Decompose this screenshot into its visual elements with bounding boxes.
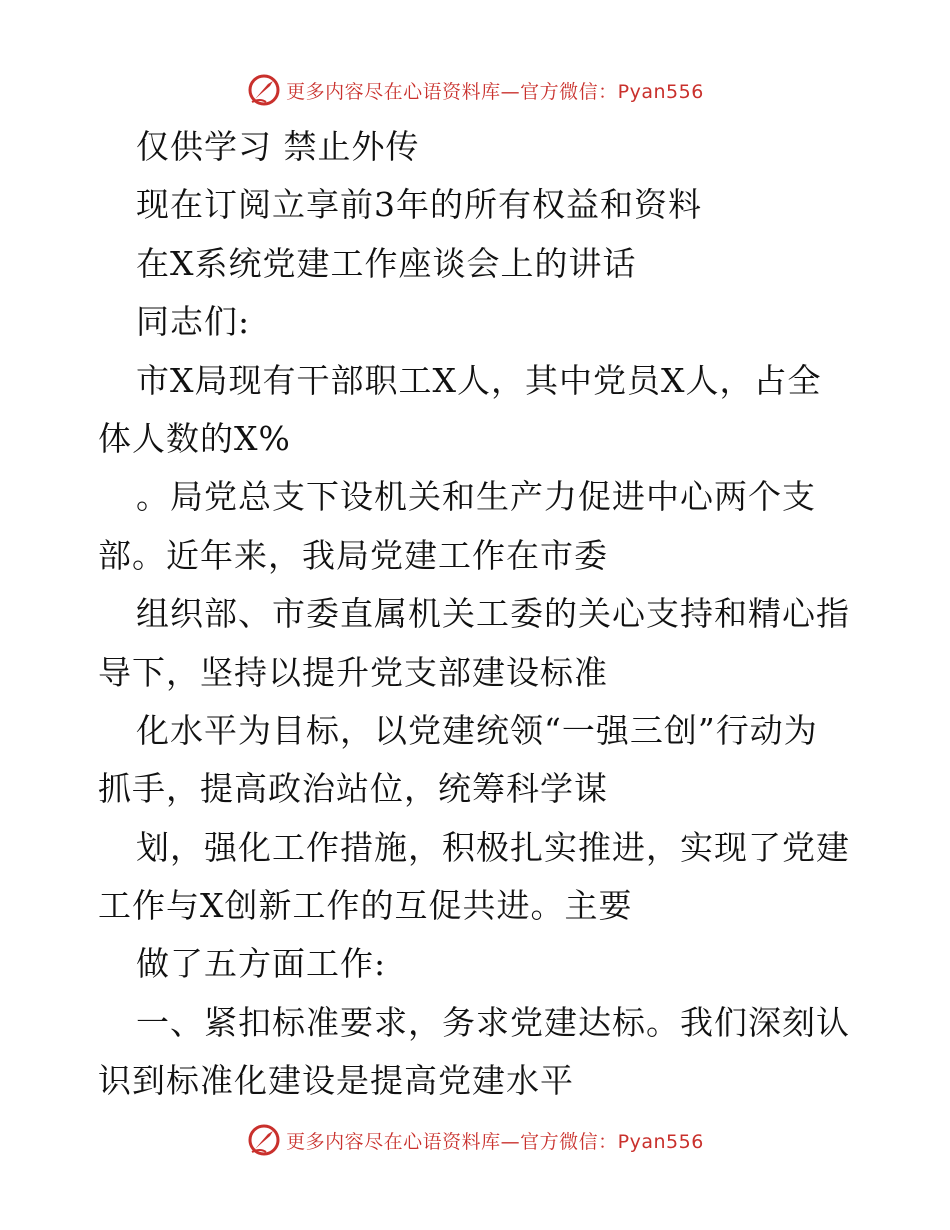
header-watermark-banner [0,70,950,110]
text-line: 识到标准化建设是提高党建水平 [98,1061,574,1101]
text-line: 化水平为目标，以党建统领“一强三创”行动为 [136,710,818,750]
text-line: 同志们: [136,302,251,342]
text-line: 一、紧扣标准要求，务求党建达标。我们深刻认 [136,1002,850,1042]
text-line: 市X局现有干部职工X人，其中党员X人，占全 [136,360,822,400]
text-line: 抓手，提高政治站位，统筹科学谋 [98,769,608,809]
text-line: 划，强化工作措施，积极扎实推进，实现了党建 [136,827,850,867]
watermark-text: 更多内容尽在心语资料库—官方微信：Pyan556 [286,80,704,103]
text-line: 组织部、市委直属机关工委的关心支持和精心指 [136,594,850,634]
document-body [98,118,858,1111]
text-line: 。局党总支下设机关和生产力促进中心两个支 [136,477,816,517]
text-line: 在X系统党建工作座谈会上的讲话 [136,243,637,283]
text-line: 现在订阅立享前3年的所有权益和资料 [136,185,702,225]
footer-watermark-banner [0,1120,950,1160]
text-line: 导下，坚持以提升党支部建设标准 [98,652,608,692]
text-line: 仅供学习 禁止外传 [136,127,420,166]
watermark-text: 更多内容尽在心语资料库—官方微信：Pyan556 [286,1130,704,1153]
text-line: 做了五方面工作: [136,944,387,984]
pen-nib-logo-icon [246,72,282,108]
text-line: 部。近年来，我局党建工作在市委 [98,535,608,575]
text-line: 工作与X创新工作的互促共进。主要 [98,886,633,926]
pen-nib-logo-icon [246,1122,282,1158]
text-line: 体人数的X% [98,418,291,458]
